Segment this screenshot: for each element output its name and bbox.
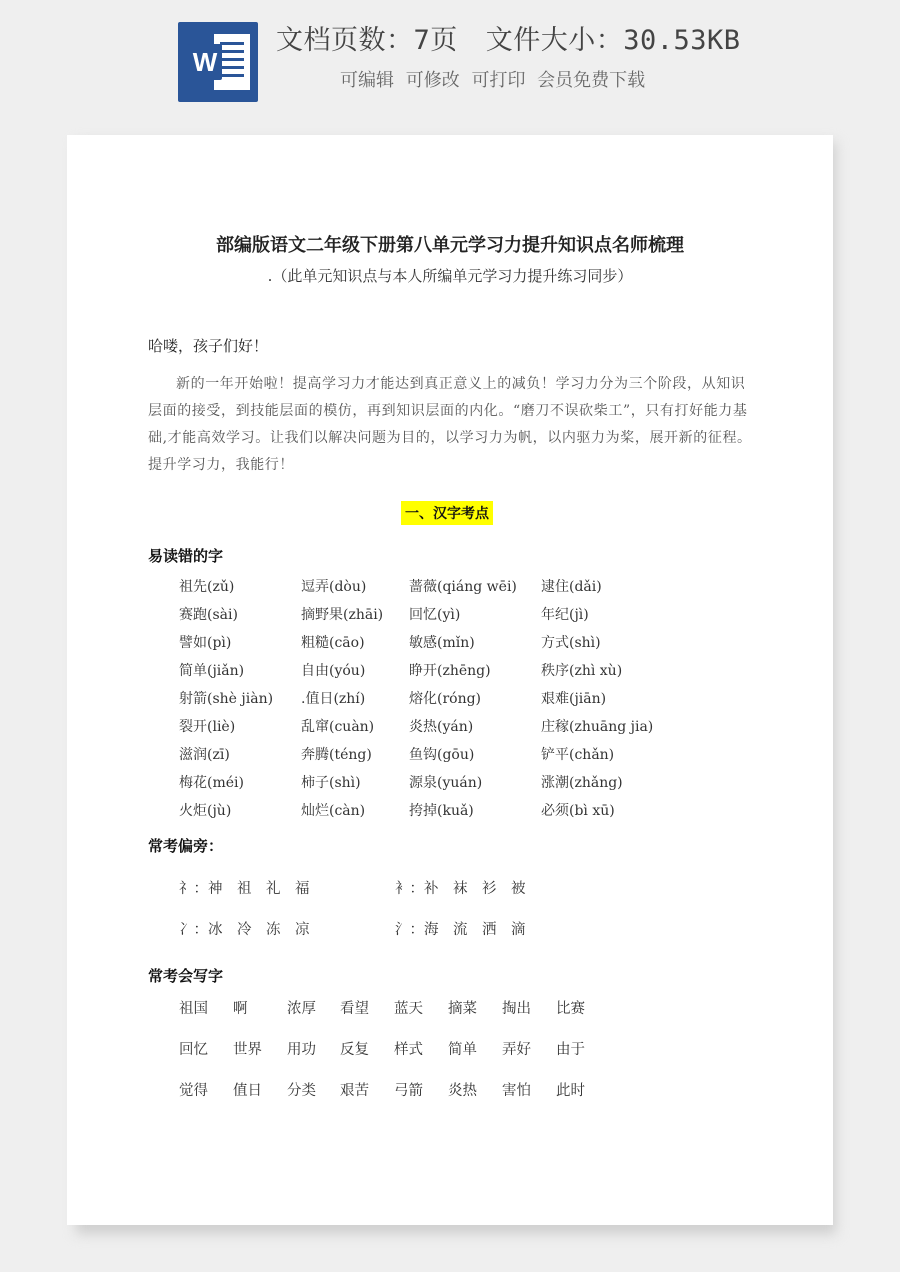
write-word: 值日 bbox=[233, 1083, 262, 1099]
write-word: 祖国 bbox=[179, 1001, 208, 1017]
section-title: 一、汉字考点 bbox=[401, 501, 493, 525]
word-pinyin: 逮住(dǎi) bbox=[541, 579, 602, 595]
word-pinyin: 源泉(yuán) bbox=[409, 775, 483, 791]
write-word: 觉得 bbox=[179, 1083, 208, 1099]
feature-list: 可编辑 可修改 可打印 会员免费下载 bbox=[340, 70, 646, 91]
word-pinyin: 炎热(yán) bbox=[409, 719, 474, 735]
word-pinyin: 摘野果(zhāi) bbox=[301, 607, 384, 623]
greeting: 哈喽，孩子们好！ bbox=[148, 337, 269, 355]
write-word: 艰苦 bbox=[340, 1083, 369, 1099]
word-icon bbox=[178, 22, 258, 102]
write-word: 比赛 bbox=[556, 1001, 585, 1017]
write-word: 摘菜 bbox=[448, 1001, 477, 1017]
word-pinyin: 乱窜(cuàn) bbox=[301, 719, 375, 735]
write-word: 由于 bbox=[556, 1042, 585, 1058]
word-pinyin: 裂开(liè) bbox=[179, 719, 236, 735]
word-pinyin: 譬如(pì) bbox=[179, 635, 232, 651]
write-word: 此时 bbox=[556, 1083, 585, 1099]
write-word: 害怕 bbox=[502, 1083, 531, 1099]
write-word: 掏出 bbox=[502, 1001, 531, 1017]
write-word: 浓厚 bbox=[287, 1001, 316, 1017]
write-word: 看望 bbox=[340, 1001, 369, 1017]
write-word: 世界 bbox=[233, 1042, 262, 1058]
word-pinyin: .值日(zhí) bbox=[301, 691, 366, 707]
word-pinyin: 铲平(chǎn) bbox=[541, 747, 615, 763]
intro-paragraph: 新的一年开始啦！提高学习力才能达到真正意义上的减负！学习力分为三个阶段，从知识层面的接受，到技能层面的模仿，再到知识层面的内化。“磨刀不误砍柴工”，只有打好能力基础,才能高效学习。让我们以解决问题为目的，以学习力为帆，以内驱力为桨，展开新的征程。提升学习力，我能行！ bbox=[148, 376, 752, 473]
write-heading: 常考会写字 bbox=[148, 967, 224, 985]
word-pinyin: 必须(bì xū) bbox=[541, 803, 615, 819]
word-pinyin: 柿子(shì) bbox=[301, 775, 361, 791]
write-word: 样式 bbox=[394, 1042, 423, 1058]
word-pinyin: 火炬(jù) bbox=[179, 803, 232, 819]
header-banner bbox=[0, 0, 900, 120]
write-word: 回忆 bbox=[179, 1042, 208, 1058]
word-pinyin: 射箭(shè jiàn) bbox=[179, 691, 274, 707]
write-word: 用功 bbox=[287, 1042, 316, 1058]
file-info bbox=[276, 18, 741, 57]
word-pinyin: 睁开(zhēng) bbox=[409, 663, 491, 679]
radical-group: 氵：海 流 洒 滴 bbox=[395, 922, 526, 938]
doc-title: 部编版语文二年级下册第八单元学习力提升知识点名师梳理 bbox=[216, 235, 684, 256]
word-pinyin: 挎掉(kuǎ) bbox=[409, 803, 474, 819]
document-page bbox=[67, 135, 833, 1225]
word-pinyin: 方式(shì) bbox=[541, 635, 601, 651]
word-pinyin: 回忆(yì) bbox=[409, 607, 461, 623]
word-icon-letter: W bbox=[188, 44, 222, 80]
page-count: 文档页数：7页 bbox=[276, 25, 458, 56]
word-pinyin: 灿烂(càn) bbox=[301, 803, 366, 819]
write-word: 弄好 bbox=[502, 1042, 531, 1058]
word-pinyin: 年纪(jì) bbox=[541, 607, 589, 623]
word-pinyin: 滋润(zī) bbox=[179, 747, 230, 763]
word-pinyin: 逗弄(dòu) bbox=[301, 579, 367, 595]
word-pinyin: 简单(jiǎn) bbox=[179, 663, 245, 679]
file-size: 文件大小：30.53KB bbox=[485, 25, 741, 56]
word-pinyin: 赛跑(sài) bbox=[179, 607, 238, 623]
write-word: 弓箭 bbox=[394, 1083, 423, 1099]
radical-group: 礻：神 祖 礼 福 bbox=[179, 881, 310, 897]
write-word: 简单 bbox=[448, 1042, 477, 1058]
write-word: 啊 bbox=[233, 1001, 248, 1017]
word-pinyin: 涨潮(zhǎng) bbox=[541, 775, 623, 791]
word-pinyin: 梅花(méi) bbox=[179, 775, 244, 791]
write-word: 分类 bbox=[287, 1083, 316, 1099]
word-pinyin: 秩序(zhì xù) bbox=[541, 663, 623, 679]
word-pinyin: 敏感(mǐn) bbox=[409, 635, 475, 651]
doc-subtitle: .（此单元知识点与本人所编单元学习力提升练习同步） bbox=[267, 267, 633, 285]
word-pinyin: 艰难(jiān) bbox=[541, 691, 607, 707]
write-word: 炎热 bbox=[448, 1083, 477, 1099]
misread-heading: 易读错的字 bbox=[148, 547, 224, 565]
word-pinyin: 蔷薇(qiáng wēi) bbox=[409, 579, 517, 595]
radical-group: 冫：冰 冷 冻 凉 bbox=[179, 922, 310, 938]
write-word: 蓝天 bbox=[394, 1001, 423, 1017]
word-pinyin: 熔化(róng) bbox=[409, 691, 482, 707]
word-pinyin: 庄稼(zhuāng jia) bbox=[541, 719, 654, 735]
radical-group: 衤：补 袜 衫 被 bbox=[395, 881, 526, 897]
word-pinyin: 奔腾(téng) bbox=[301, 747, 372, 763]
radicals-heading: 常考偏旁： bbox=[148, 837, 224, 855]
write-word: 反复 bbox=[340, 1042, 369, 1058]
word-pinyin: 自由(yóu) bbox=[301, 663, 366, 679]
word-pinyin: 粗糙(cāo) bbox=[301, 635, 365, 651]
word-pinyin: 鱼钩(gōu) bbox=[409, 747, 475, 763]
word-pinyin: 祖先(zǔ) bbox=[179, 579, 235, 595]
